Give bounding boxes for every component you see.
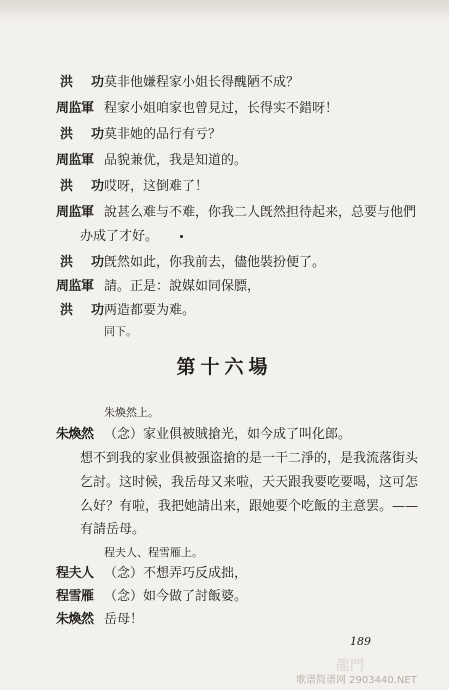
dialogue-continuation — [0, 472, 449, 494]
speaker-name: 洪 功 — [60, 127, 104, 142]
continuation-text: 有請岳母。 — [80, 522, 146, 537]
speaker-name: 程夫人 — [56, 566, 94, 581]
stage-direction: 程夫人、程雪雁上。 — [104, 546, 203, 559]
dialogue-line — [0, 176, 449, 198]
dialogue-line — [0, 276, 449, 298]
speaker-name: 程雪雁 — [56, 589, 94, 604]
dialogue-line — [0, 98, 449, 120]
dialogue-text: 說甚么难与不难，你我二人旣然担待起来，总要与他們 — [104, 205, 417, 220]
speaker-name: 周监軍 — [56, 101, 94, 116]
dialogue-line — [0, 300, 449, 322]
stage-direction: 朱煥然上。 — [104, 406, 159, 419]
speaker-name: 洪 功 — [60, 255, 104, 270]
dialogue-text: 哎呀，这倒难了！ — [104, 179, 209, 194]
continuation-text: 乞討。这时候，我岳母又来啦，天天跟我要吃要喝，这可怎 — [80, 475, 419, 490]
continuation-text: 么好？有啦，我把她請出来，跟她要个吃飯的主意罢。—— — [80, 499, 419, 514]
ink-dot — [180, 235, 183, 238]
dialogue-text: 两造都要为难。 — [104, 303, 196, 318]
dialogue-text: 請。正是：說媒如同保膘， — [104, 279, 261, 294]
dialogue-line — [0, 72, 449, 94]
watermark-site: 歌谱简谱网 2903440.NET — [296, 675, 417, 686]
dialogue-line — [0, 252, 449, 274]
dialogue-line — [0, 124, 449, 146]
dialogue-text: 莫非她的品行有亏？ — [104, 127, 222, 142]
dialogue-line — [0, 424, 449, 446]
dialogue-continuation — [0, 496, 449, 518]
speaker-name: 周监軍 — [56, 205, 94, 220]
speaker-name: 洪 功 — [60, 303, 104, 318]
dialogue-line — [0, 609, 449, 631]
dialogue-text: （念）不想弄巧反成拙， — [104, 566, 248, 581]
dialogue-continuation — [0, 448, 449, 470]
dialogue-line — [0, 563, 449, 585]
dialogue-text: 莫非他嫌程家小姐长得醜陋不成？ — [104, 75, 300, 90]
speaker-name: 周监軍 — [56, 279, 94, 294]
continuation-text: 办成了才好。 — [80, 226, 183, 248]
dialogue-text: 旣然如此，你我前去，儘他裝扮便了。 — [104, 255, 326, 270]
dialogue-text: 程家小姐咱家也曾見过，长得实不錯呀！ — [104, 101, 339, 116]
dialogue-text: （念）家业俱被賊搶光，如今成了叫化郎。 — [104, 427, 352, 442]
stage-direction: 同下。 — [104, 325, 137, 338]
speaker-name: 洪 功 — [60, 75, 104, 90]
speaker-name: 洪 功 — [60, 179, 104, 194]
dialogue-continuation — [0, 519, 449, 541]
watermark-logo: 龍門 — [336, 658, 364, 674]
dialogue-line — [0, 202, 449, 224]
dialogue-line — [0, 150, 449, 172]
speaker-name: 朱煥然 — [56, 612, 94, 627]
scene-title: 第十六場 — [176, 356, 273, 378]
dialogue-line — [0, 586, 449, 608]
dialogue-text: 岳母！ — [104, 612, 144, 627]
speaker-name: 周监軍 — [56, 153, 94, 168]
continuation-text: 想不到我的家业俱被强盗搶的是一干二淨的，是我流落街头 — [80, 451, 419, 466]
dialogue-text: （念）如今做了討飯婆。 — [104, 589, 248, 604]
page-number: 189 — [350, 635, 371, 648]
speaker-name: 朱煥然 — [56, 427, 94, 442]
dialogue-text: 品貌兼优，我是知道的。 — [104, 153, 248, 168]
scan-edge-shadow — [0, 0, 449, 22]
dialogue-continuation — [0, 226, 449, 248]
